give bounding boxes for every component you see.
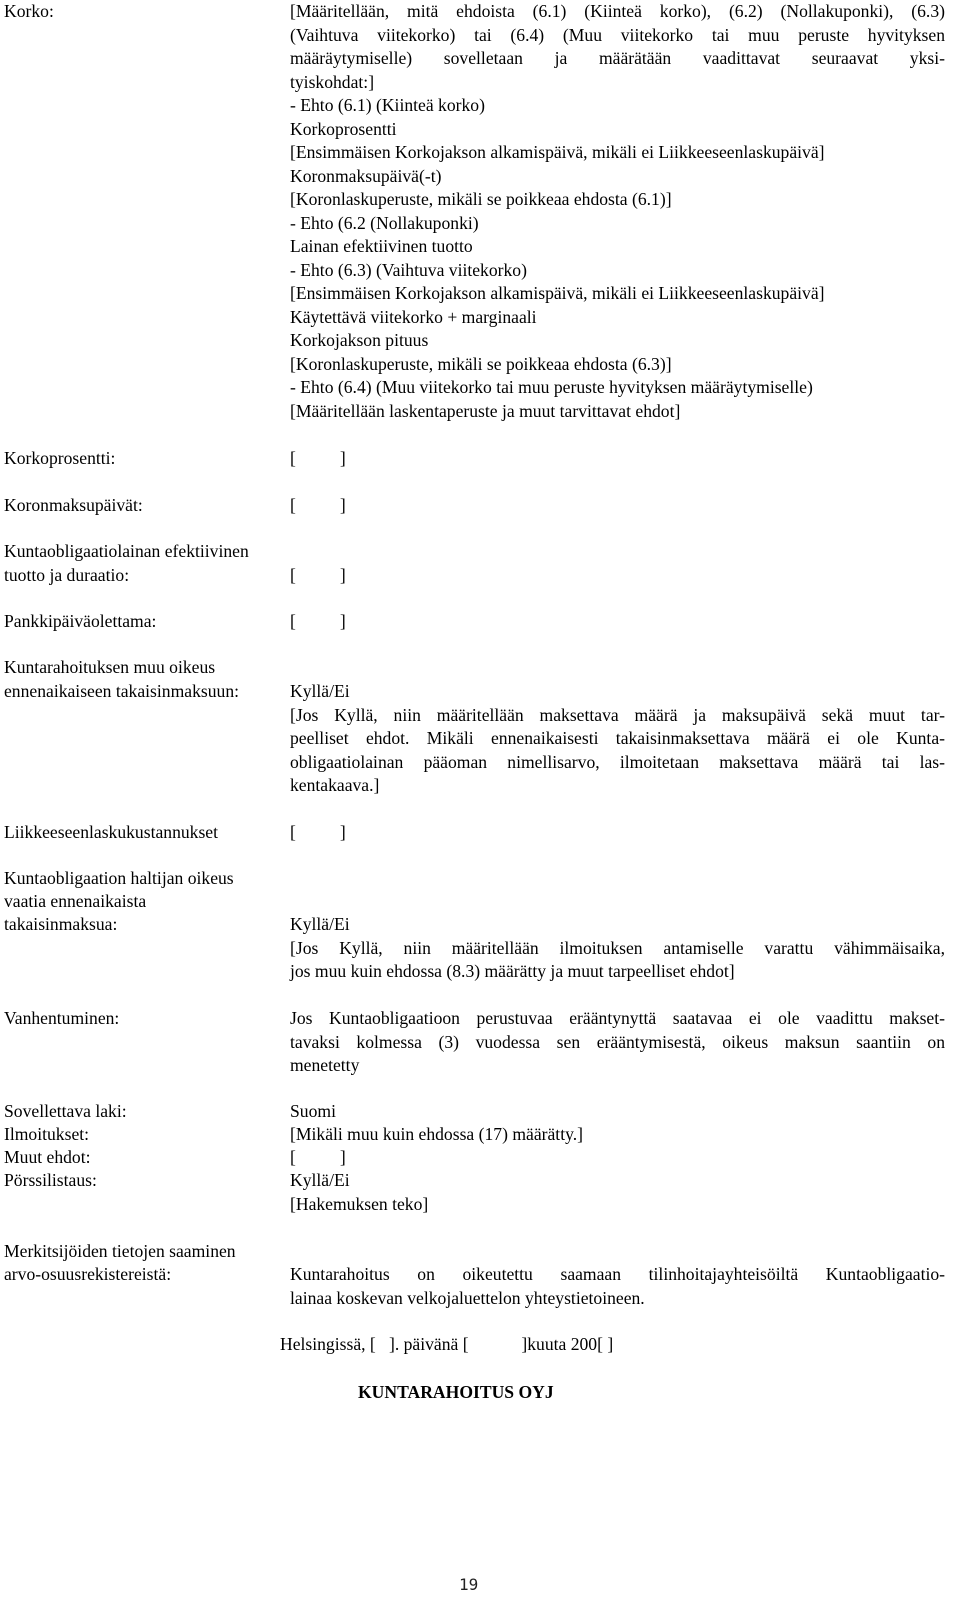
- muu-oikeus-value: [290, 680, 945, 798]
- sovellettava-laki-label: Sovellettava laki:: [4, 1101, 127, 1121]
- text-line: tyiskohdat:]: [290, 71, 375, 92]
- vanhentuminen-label: Vanhentuminen:: [4, 1008, 120, 1028]
- text-line: lainaa koskevan velkojaluettelon yhteystietoineen.: [290, 1287, 645, 1308]
- efektiivinen-label-line-1: Kuntaobligaatiolainan efektiivinen: [4, 541, 249, 561]
- koronmaksupaivat-value: [ ]: [290, 495, 346, 515]
- text-line: Kyllä/Ei: [290, 914, 350, 934]
- text-line: peelliset ehdot. Mikäli ennenaikaisesti takaisinmaksettava määrä ei ole Kunta-: [290, 728, 945, 748]
- text-line: Lainan efektiivinen tuotto: [290, 236, 473, 256]
- signature: KUNTARAHOITUS OYJ: [358, 1382, 554, 1402]
- merkitsijat-label-line-2: arvo-osuusrekistereistä:: [4, 1264, 172, 1284]
- kustannukset-value: [ ]: [290, 822, 346, 842]
- merkitsijat-value: [290, 1263, 945, 1310]
- muu-oikeus-label-line-1: Kuntarahoituksen muu oikeus: [4, 657, 216, 677]
- text-line: - Ehto (6.4) (Muu viitekorko tai muu peruste hyvityksen määräytymiselle): [290, 377, 813, 397]
- efektiivinen-value: [ ]: [290, 565, 346, 585]
- efektiivinen-label-line-2: tuotto ja duraatio:: [4, 565, 130, 585]
- korkoprosentti-value: [ ]: [290, 448, 346, 468]
- text-line: Kyllä/Ei: [290, 681, 350, 701]
- text-line: [Jos Kyllä, niin määritellään maksettava määrä ja maksupäivä sekä muut tar-: [290, 704, 945, 725]
- korkoprosentti-label: Korkoprosentti:: [4, 448, 116, 468]
- text-line: Korkoprosentti: [290, 118, 397, 139]
- ilmoitukset-value: [Mikäli muu kuin ehdossa (17) määrätty.]: [290, 1124, 583, 1144]
- haltijan-oikeus-value: [290, 913, 945, 984]
- place-date: Helsingissä, [ ]. päivänä [ ]kuuta 200[ ]: [280, 1334, 614, 1354]
- korko-value: [290, 0, 945, 423]
- haltijan-oikeus-label-line-1: Kuntaobligaation haltijan oikeus: [4, 868, 234, 888]
- ilmoitukset-label: Ilmoitukset:: [4, 1124, 90, 1144]
- kustannukset-label: Liikkeeseenlaskukustannukset: [4, 822, 219, 842]
- pankkipaiva-value: [ ]: [290, 611, 346, 631]
- text-line: - Ehto (6.1) (Kiinteä korko): [290, 95, 485, 115]
- muu-oikeus-label-line-2: ennenaikaiseen takaisinmaksuun:: [4, 681, 239, 701]
- text-line: Kuntarahoitus on oikeutettu saamaan tilinhoitajayhteisöiltä Kuntaobligaatio-: [290, 1264, 945, 1284]
- text-line: [Koronlaskuperuste, mikäli se poikkeaa ehdosta (6.1)]: [290, 189, 672, 209]
- text-line: - Ehto (6.2 (Nollakuponki): [290, 212, 479, 233]
- text-line: tavaksi kolmessa (3) vuodessa sen erääntymisestä, oikeus maksun saantiin on: [290, 1031, 945, 1052]
- text-line: Käytettävä viitekorko + marginaali: [290, 306, 537, 327]
- text-line: [Hakemuksen teko]: [290, 1193, 429, 1214]
- text-line: [Ensimmäisen Korkojakson alkamispäivä, mikäli ei Liikkeeseenlaskupäivä]: [290, 283, 825, 303]
- korko-label: Korko:: [4, 1, 54, 21]
- text-line: [Koronlaskuperuste, mikäli se poikkeaa ehdosta (6.3)]: [290, 353, 672, 374]
- text-line: [Jos Kyllä, niin määritellään ilmoituksen antamiselle varattu vähimmäisaika,: [290, 937, 945, 958]
- koronmaksupaivat-label: Koronmaksupäivät:: [4, 495, 143, 515]
- text-line: menetetty: [290, 1055, 360, 1075]
- merkitsijat-label-line-1: Merkitsijöiden tietojen saaminen: [4, 1241, 236, 1261]
- page-number: 19: [459, 1575, 479, 1594]
- muut-ehdot-label: Muut ehdot:: [4, 1147, 91, 1167]
- porssilistaus-label: Pörssilistaus:: [4, 1170, 97, 1190]
- haltijan-oikeus-label-line-2: vaatia ennenaikaista: [4, 891, 147, 911]
- pankkipaiva-label: Pankkipäiväolettama:: [4, 611, 157, 631]
- text-line: obligaatiolainan pääoman nimellisarvo, ilmoitetaan maksettava määrä tai las-: [290, 751, 945, 772]
- text-line: määräytymiselle) sovelletaan ja määrätään vaadittavat seuraavat yksi-: [290, 48, 945, 68]
- text-line: Korkojakson pituus: [290, 330, 429, 350]
- text-line: [Ensimmäisen Korkojakson alkamispäivä, mikäli ei Liikkeeseenlaskupäivä]: [290, 142, 825, 162]
- muut-ehdot-value: [ ]: [290, 1147, 346, 1167]
- text-line: jos muu kuin ehdossa (8.3) määrätty ja muut tarpeelliset ehdot]: [290, 961, 735, 981]
- text-line: [Määritellään laskentaperuste ja muut tarvittavat ehdot]: [290, 400, 681, 421]
- sovellettava-laki-value: Suomi: [290, 1101, 336, 1121]
- text-line: [Määritellään, mitä ehdoista (6.1) (Kiinteä korko), (6.2) (Nollakuponki), (6.3): [290, 1, 945, 21]
- vanhentuminen-value: [290, 1007, 945, 1078]
- text-line: - Ehto (6.3) (Vaihtuva viitekorko): [290, 259, 527, 280]
- text-line: kentakaava.]: [290, 775, 380, 795]
- text-line: Koronmaksupäivä(-t): [290, 165, 442, 186]
- porssilistaus-value: [290, 1169, 945, 1216]
- haltijan-oikeus-label-line-3: takaisinmaksua:: [4, 914, 118, 934]
- text-line: Kyllä/Ei: [290, 1170, 350, 1190]
- text-line: (Vaihtuva viitekorko) tai (6.4) (Muu viitekorko tai muu peruste hyvityksen: [290, 24, 945, 45]
- text-line: Jos Kuntaobligaatioon perustuvaa erääntynyttä saatavaa ei ole vaadittu makset-: [290, 1008, 945, 1028]
